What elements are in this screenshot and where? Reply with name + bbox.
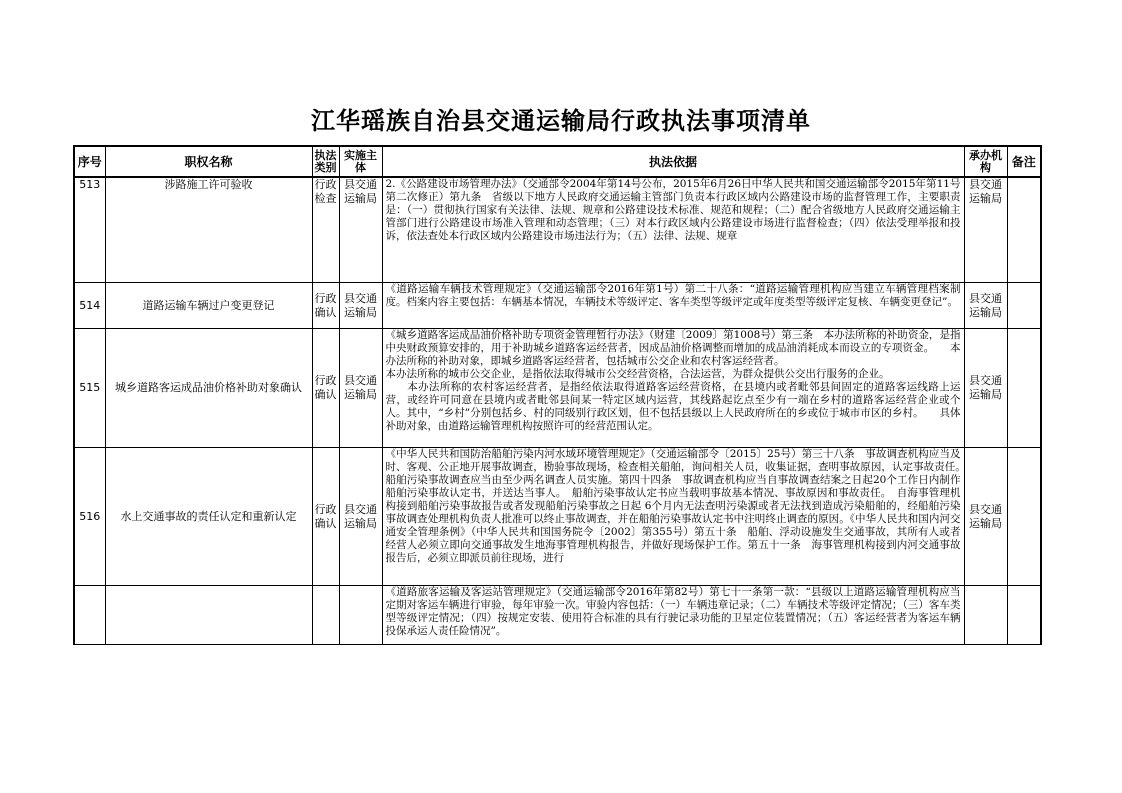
basis-text: 2.《公路建设市场管理办法》（交通部令2004年第14号公布，2015年6月26日中华人民共和国交通运输部令2015年第11号第二次修正）第九条 省级以下地方人民政府交通运输主管部门负责本行政区域内公路建设市场的监督管理工作，主要职责是：（一）贯彻执行国家有关法律、法规、规章和公路建设技术标准、规范和规程；（二）配合省级地方人民政府交通运输主管部门进行公路建设市场准入管理和动态管理；（三）对本行政区域内公路建设市场进行监督检查；（四）依法受理举报和投诉，依法查处本行政区域内公路建设市场违法行为；（五）法律、法规、规章 [385, 178, 961, 242]
cell-org: 县交通运输局 [964, 448, 1007, 586]
cell-type: 行政确认 [312, 283, 339, 329]
cell-type: 行政检查 [312, 177, 339, 283]
cell-seq: 516 [74, 448, 105, 586]
cell-note [1007, 329, 1041, 448]
table-header-row [74, 146, 1041, 177]
cell-note [1007, 283, 1041, 329]
cell-name: 道路运输车辆过户变更登记 [105, 283, 312, 329]
header-type: 执法类别 [312, 146, 339, 177]
cell-subject: 县交通运输局 [339, 448, 382, 586]
cell-subject: 县交通运输局 [339, 283, 382, 329]
cell-type: 行政确认 [312, 329, 339, 448]
basis-text: 《城乡道路客运成品油价格补助专项资金管理暂行办法》（财建〔2009〕第1008号）第三条 本办法所称的补助资金，是指中央财政预算安排的，用于补助城乡道路客运经营者，因成品油价格调整而增加的成品油消耗成本而设立的专项资金。 本办法所称的补助对象，即城乡道路客运经营者，包括城市公交企业和农村客运经营者。 本办法所称的城市公交企业，是指依法取得城市公交经营资格，合法运营，为群众提供公交出行服务的企业。 本办法所称的农村客运经营者，是指经依法取得道路客运经营资格，在县境内或者毗邻县间固定的道路客运线路上运营，或经许可同意在县境内或者毗邻县间某一特定区域内运营，其线路起讫点至少有一端在乡村的道路客运经营企业或个人。其中，“乡村”分别包括乡、村的同级别行政区划，但不包括县级以上人民政府所在的乡或位于城市市区的乡村。 具体补助对象，由道路运输管理机构按照许可的经营范围认定。 [385, 329, 961, 432]
enforcement-table [73, 145, 1042, 645]
cell-name: 涉路施工许可验收 [105, 177, 312, 283]
cell-org: 县交通运输局 [964, 177, 1007, 283]
table-row [74, 177, 1041, 283]
cell-basis [382, 177, 964, 283]
table-row [74, 448, 1041, 586]
header-note: 备注 [1007, 146, 1041, 177]
header-org: 承办机构 [964, 146, 1007, 177]
cell-name: 城乡道路客运成品油价格补助对象确认 [105, 329, 312, 448]
table-row [74, 283, 1041, 329]
cell-note [1007, 586, 1041, 645]
cell-type [312, 586, 339, 645]
cell-basis [382, 586, 964, 645]
cell-org: 县交通运输局 [964, 283, 1007, 329]
cell-basis [382, 329, 964, 448]
cell-subject: 县交通运输局 [339, 329, 382, 448]
basis-text: 《道路旅客运输及客运站管理规定》（交通运输部令2016年第82号）第七十一条第一款：“县级以上道路运输管理机构应当定期对客运车辆进行审验，每年审验一次。审验内容包括：（一）车辆违章记录；（二）车辆技术等级评定情况；（三）客车类型等级评定情况；（四）按规定安装、使用符合标准的具有行驶记录功能的卫星定位装置情况；（五）客运经营者为客运车辆投保承运人责任险情况”。 [385, 586, 961, 637]
header-name: 职权名称 [105, 146, 312, 177]
cell-seq: 513 [74, 177, 105, 283]
cell-org [964, 586, 1007, 645]
basis-text: 《中华人民共和国防治船舶污染内河水域环境管理规定》（交通运输部令〔2015〕25号）第三十八条 事故调查机构应当及时、客观、公正地开展事故调查，勘验事故现场，检查相关船舶，询问相关人员，收集证据，查明事故原因，认定事故责任。 船舶污染事故调查应当由至少两名调查人员实施。第四十四条 事故调查机构应当自事故调查结案之日起20个工作日内制作船舶污染事故认定书，并送达当事人。 船舶污染事故认定书应当载明事故基本情况、事故原因和事故责任。 自海事管理机构接到船舶污染事故报告或者发现船舶污染事故之日起 6个月内无法查明污染源或者无法找到造成污染船舶的，经船舶污染事故调查处理机构负责人批准可以终止事故调查，并在船舶污染事故认定书中注明终止调查的原因。《中华人民共和国内河交通安全管理条例》（中华人民共和国国务院令〔2002〕第355号）第五十条 船舶、浮动设施发生交通事故，其所有人或者经营人必须立即向交通事故发生地海事管理机构报告，并做好现场保护工作。第五十一条 海事管理机构接到内河交通事故报告后，必须立即派员前往现场，进行 [385, 448, 971, 564]
header-subject: 实施主体 [339, 146, 382, 177]
cell-seq: 514 [74, 283, 105, 329]
cell-type: 行政确认 [312, 448, 339, 586]
cell-subject: 县交通运输局 [339, 177, 382, 283]
cell-seq: 515 [74, 329, 105, 448]
cell-name [105, 586, 312, 645]
cell-note [1007, 177, 1041, 283]
cell-note [1007, 448, 1041, 586]
table-row [74, 329, 1041, 448]
header-basis: 执法依据 [382, 146, 964, 177]
cell-subject [339, 586, 382, 645]
cell-name: 水上交通事故的责任认定和重新认定 [105, 448, 312, 586]
cell-basis [382, 448, 971, 586]
cell-seq [74, 586, 105, 645]
cell-basis [382, 283, 964, 329]
basis-text: 《道路运输车辆技术管理规定》（交通运输部令2016年第1号）第二十八条：“道路运输管理机构应当建立车辆管理档案制度。档案内容主要包括：车辆基本情况，车辆技术等级评定、客车类型等级评定或年度类型等级评定复核、车辆变更登记”。 [385, 283, 961, 308]
table-row [74, 586, 1041, 645]
page-title: 江华瑶族自治县交通运输局行政执法事项清单 [311, 106, 811, 135]
cell-org: 县交通运输局 [964, 329, 1007, 448]
header-seq: 序号 [74, 146, 105, 177]
